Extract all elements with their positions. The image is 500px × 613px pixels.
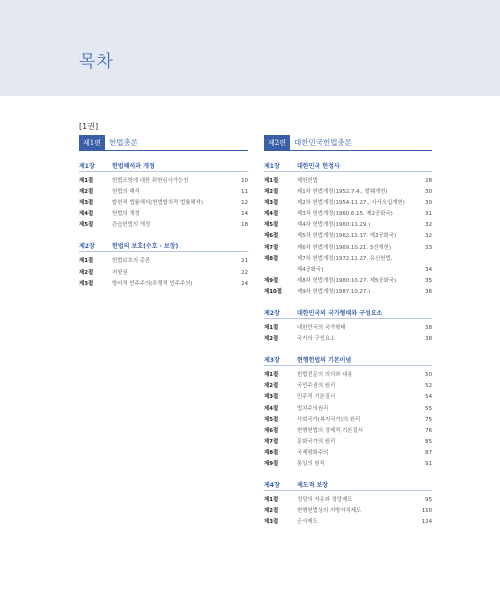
section-page: 21 (241, 258, 248, 265)
section-title: 통일의 원칙 (297, 460, 325, 467)
toc-column-part-1 (79, 135, 248, 290)
section-page: 95 (425, 497, 432, 504)
section-number: 제5절 (264, 416, 279, 423)
toc-entry[interactable] (264, 381, 432, 392)
toc-entry[interactable] (264, 506, 432, 517)
section-number: 제2절 (264, 508, 279, 515)
toc-entry[interactable] (264, 334, 432, 345)
section-title: 제4차 헌법개정(1960.11.29.) (297, 222, 371, 229)
toc-entry[interactable] (264, 220, 432, 231)
chapter-title: 헌법해석과 개정 (112, 163, 155, 170)
chapter-title: 제도적 보장 (297, 482, 329, 490)
section-title: 현행헌법상의 지방자치제도 (297, 508, 362, 515)
section-title: 국가의 구성요소 (297, 336, 336, 343)
section-title: 헌법보호의 총론 (112, 258, 151, 265)
section-number: 제1절 (79, 178, 94, 184)
toc-entry[interactable] (79, 187, 248, 198)
section-page: 30 (425, 189, 432, 196)
toc-entry[interactable] (79, 209, 248, 220)
section-title: 국민주권의 원리 (297, 383, 336, 390)
section-title: 제4공화국) (297, 266, 324, 273)
toc-entry[interactable] (79, 256, 248, 267)
chapter-number: 제4장 (264, 482, 280, 490)
section-page: 34 (425, 266, 432, 273)
section-page: 32 (425, 222, 432, 229)
section-title: 제7차 헌법개정(1972.12.27. 유신헌법, (297, 255, 393, 262)
part-label: 제2편 (264, 135, 290, 150)
chapter-number: 제1장 (264, 163, 280, 170)
section-number: 제3절 (264, 519, 279, 526)
section-title: 국제평화주의 (297, 449, 329, 456)
section-page: 33 (425, 244, 432, 251)
section-number: 제2절 (79, 269, 94, 276)
section-title: 정당의 자유와 정당제도 (297, 497, 353, 504)
section-page: 28 (425, 178, 432, 184)
section-title: 헌법전문의 의의와 내용 (297, 372, 353, 379)
part-label: 제1편 (79, 135, 105, 150)
section-page: 52 (425, 383, 432, 390)
part-heading (79, 135, 248, 151)
toc-entry[interactable] (264, 209, 432, 220)
chapter-number: 제2장 (79, 243, 95, 251)
section-number: 제8절 (264, 449, 279, 456)
section-page: 55 (425, 405, 432, 412)
chapter-number: 제1장 (79, 163, 95, 170)
toc-entry[interactable] (264, 265, 432, 276)
section-number: 제2절 (79, 189, 94, 196)
section-page: 24 (241, 280, 248, 287)
toc-entry[interactable] (264, 176, 432, 187)
section-number: 제4절 (264, 211, 279, 218)
section-title: 방어적 민주주의(투쟁적 민주주의) (112, 280, 193, 287)
toc-entry[interactable] (264, 323, 432, 334)
section-title: 제2차 헌법개정(1954.11.27., 사사오입개헌) (297, 200, 405, 207)
section-number: 제1절 (79, 258, 94, 265)
toc-entry[interactable] (264, 370, 432, 381)
section-page: 75 (425, 416, 432, 423)
section-number: 제2절 (264, 336, 279, 343)
part-title: 헌법총론 (108, 138, 138, 147)
toc-entry[interactable] (79, 198, 248, 209)
section-title: 합헌적 법률해석(헌법합치적 법률해석) (112, 200, 203, 207)
chapter-heading (264, 307, 432, 319)
chapter-heading (264, 160, 432, 172)
section-page: 38 (425, 325, 432, 332)
section-page: 11 (241, 189, 248, 196)
section-page: 38 (425, 336, 432, 343)
section-number: 제10절 (264, 288, 282, 295)
section-title: 제9차 헌법개정(1987.10.27.) (297, 288, 371, 295)
section-title: 제8차 헌법개정(1980.10.27. 제5공화국) (297, 277, 397, 284)
section-number: 제3절 (264, 200, 279, 207)
section-title: 제헌헌법 (297, 178, 318, 184)
section-title: 관습헌법의 개정 (112, 222, 151, 229)
part-title: 대한민국헌법총론 (293, 138, 352, 147)
section-page: 14 (241, 211, 248, 218)
toc-entry[interactable] (264, 448, 432, 459)
section-page: 35 (425, 277, 432, 284)
toc-entry[interactable] (264, 392, 432, 403)
section-number: 제1절 (264, 497, 279, 504)
section-page: 12 (241, 200, 248, 207)
chapter-heading (264, 479, 432, 491)
volume-label: [1권] (79, 122, 99, 131)
section-page: 110 (421, 508, 432, 515)
section-number: 제3절 (79, 200, 94, 207)
section-page: 50 (425, 372, 432, 379)
section-page: 36 (425, 288, 432, 295)
section-number: 제3절 (79, 280, 94, 287)
section-title: 헌법의 개정 (112, 211, 140, 218)
chapter-title: 헌법의 보호(수호 · 보장) (112, 243, 179, 251)
chapter-number: 제3장 (264, 357, 280, 365)
chapter-title: 대한민국 헌정사 (297, 163, 340, 170)
section-page: 124 (421, 519, 432, 526)
section-number: 제1절 (264, 325, 279, 332)
section-number: 제7절 (264, 438, 279, 445)
toc-entry[interactable] (264, 276, 432, 287)
section-title: 헌법조항에 대한 위헌심사가능성 (112, 178, 189, 184)
section-page: 31 (425, 211, 432, 218)
chapter-title: 현행헌법의 기본이념 (297, 357, 352, 365)
section-title: 법치주의원리 (297, 405, 329, 412)
chapter-heading (264, 354, 432, 366)
section-title: 대한민국의 국가형태 (297, 325, 346, 332)
section-number: 제6절 (264, 427, 279, 434)
section-page: 18 (241, 222, 248, 229)
section-number: 제8절 (264, 255, 279, 262)
section-number: 제1절 (264, 178, 279, 184)
section-title: 민주적 기본질서 (297, 394, 336, 401)
section-number: 제3절 (264, 394, 279, 401)
toc-entry[interactable] (264, 517, 432, 528)
section-number: 제5절 (79, 222, 94, 229)
section-page: 76 (425, 427, 432, 434)
part-heading (264, 135, 432, 151)
toc-entry[interactable] (79, 279, 248, 290)
toc-entry[interactable] (79, 268, 248, 279)
toc-entry[interactable] (264, 198, 432, 209)
section-number: 제4절 (79, 211, 94, 218)
toc-entry[interactable] (79, 220, 248, 231)
page-title: 목차 (79, 52, 114, 72)
section-page: 22 (241, 269, 248, 276)
section-title: 사회국가(복지국가)의 원리 (297, 416, 361, 423)
toc-entry[interactable] (264, 287, 432, 298)
toc-entry[interactable] (264, 254, 432, 265)
toc-entry[interactable] (264, 231, 432, 242)
toc-entry[interactable] (264, 404, 432, 415)
section-title: 문화국가의 원리 (297, 438, 336, 445)
section-title: 제5차 헌법개정(1962.12.17. 제3공화국) (297, 233, 397, 240)
section-title: 현행헌법의 경제적 기본질서 (297, 427, 363, 434)
section-number: 제2절 (264, 383, 279, 390)
section-number: 제9절 (264, 277, 279, 284)
chapter-heading (79, 160, 248, 172)
section-number: 제2절 (264, 189, 279, 196)
section-page: 54 (425, 394, 432, 401)
section-number: 제9절 (264, 460, 279, 467)
section-number: 제6절 (264, 233, 279, 240)
section-page: 10 (241, 178, 248, 184)
section-number: 제1절 (264, 372, 279, 379)
section-title: 군사제도 (297, 519, 318, 526)
toc-entry[interactable] (264, 459, 432, 470)
toc-entry[interactable] (264, 437, 432, 448)
section-title: 헌법의 해석 (112, 189, 140, 196)
toc-column-part-2 (264, 135, 432, 528)
toc-entry[interactable] (79, 176, 248, 187)
section-title: 제3차 헌법개정(1960.6.15. 제2공화국) (297, 211, 393, 218)
chapter-number: 제2장 (264, 310, 280, 318)
page-header (0, 0, 500, 96)
section-page: 85 (425, 438, 432, 445)
section-title: 저항권 (112, 269, 128, 276)
section-number: 제4절 (264, 405, 279, 412)
toc-entry[interactable] (264, 187, 432, 198)
section-page: 91 (425, 460, 432, 467)
section-title: 제6차 헌법개정(1969.10.21. 3선개헌) (297, 244, 391, 251)
toc-entry[interactable] (264, 243, 432, 254)
section-page: 32 (425, 233, 432, 240)
chapter-heading (79, 240, 248, 252)
section-number: 제7절 (264, 244, 279, 251)
section-number: 제5절 (264, 222, 279, 229)
toc-entry[interactable] (264, 415, 432, 426)
toc-entry[interactable] (264, 426, 432, 437)
section-title: 제1차 헌법개정(1952.7.4., 발췌개헌) (297, 189, 388, 196)
toc-entry[interactable] (264, 495, 432, 506)
section-page: 87 (425, 449, 432, 456)
chapter-title: 대한민국의 국가형태와 구성요소 (297, 310, 383, 318)
section-page: 30 (425, 200, 432, 207)
